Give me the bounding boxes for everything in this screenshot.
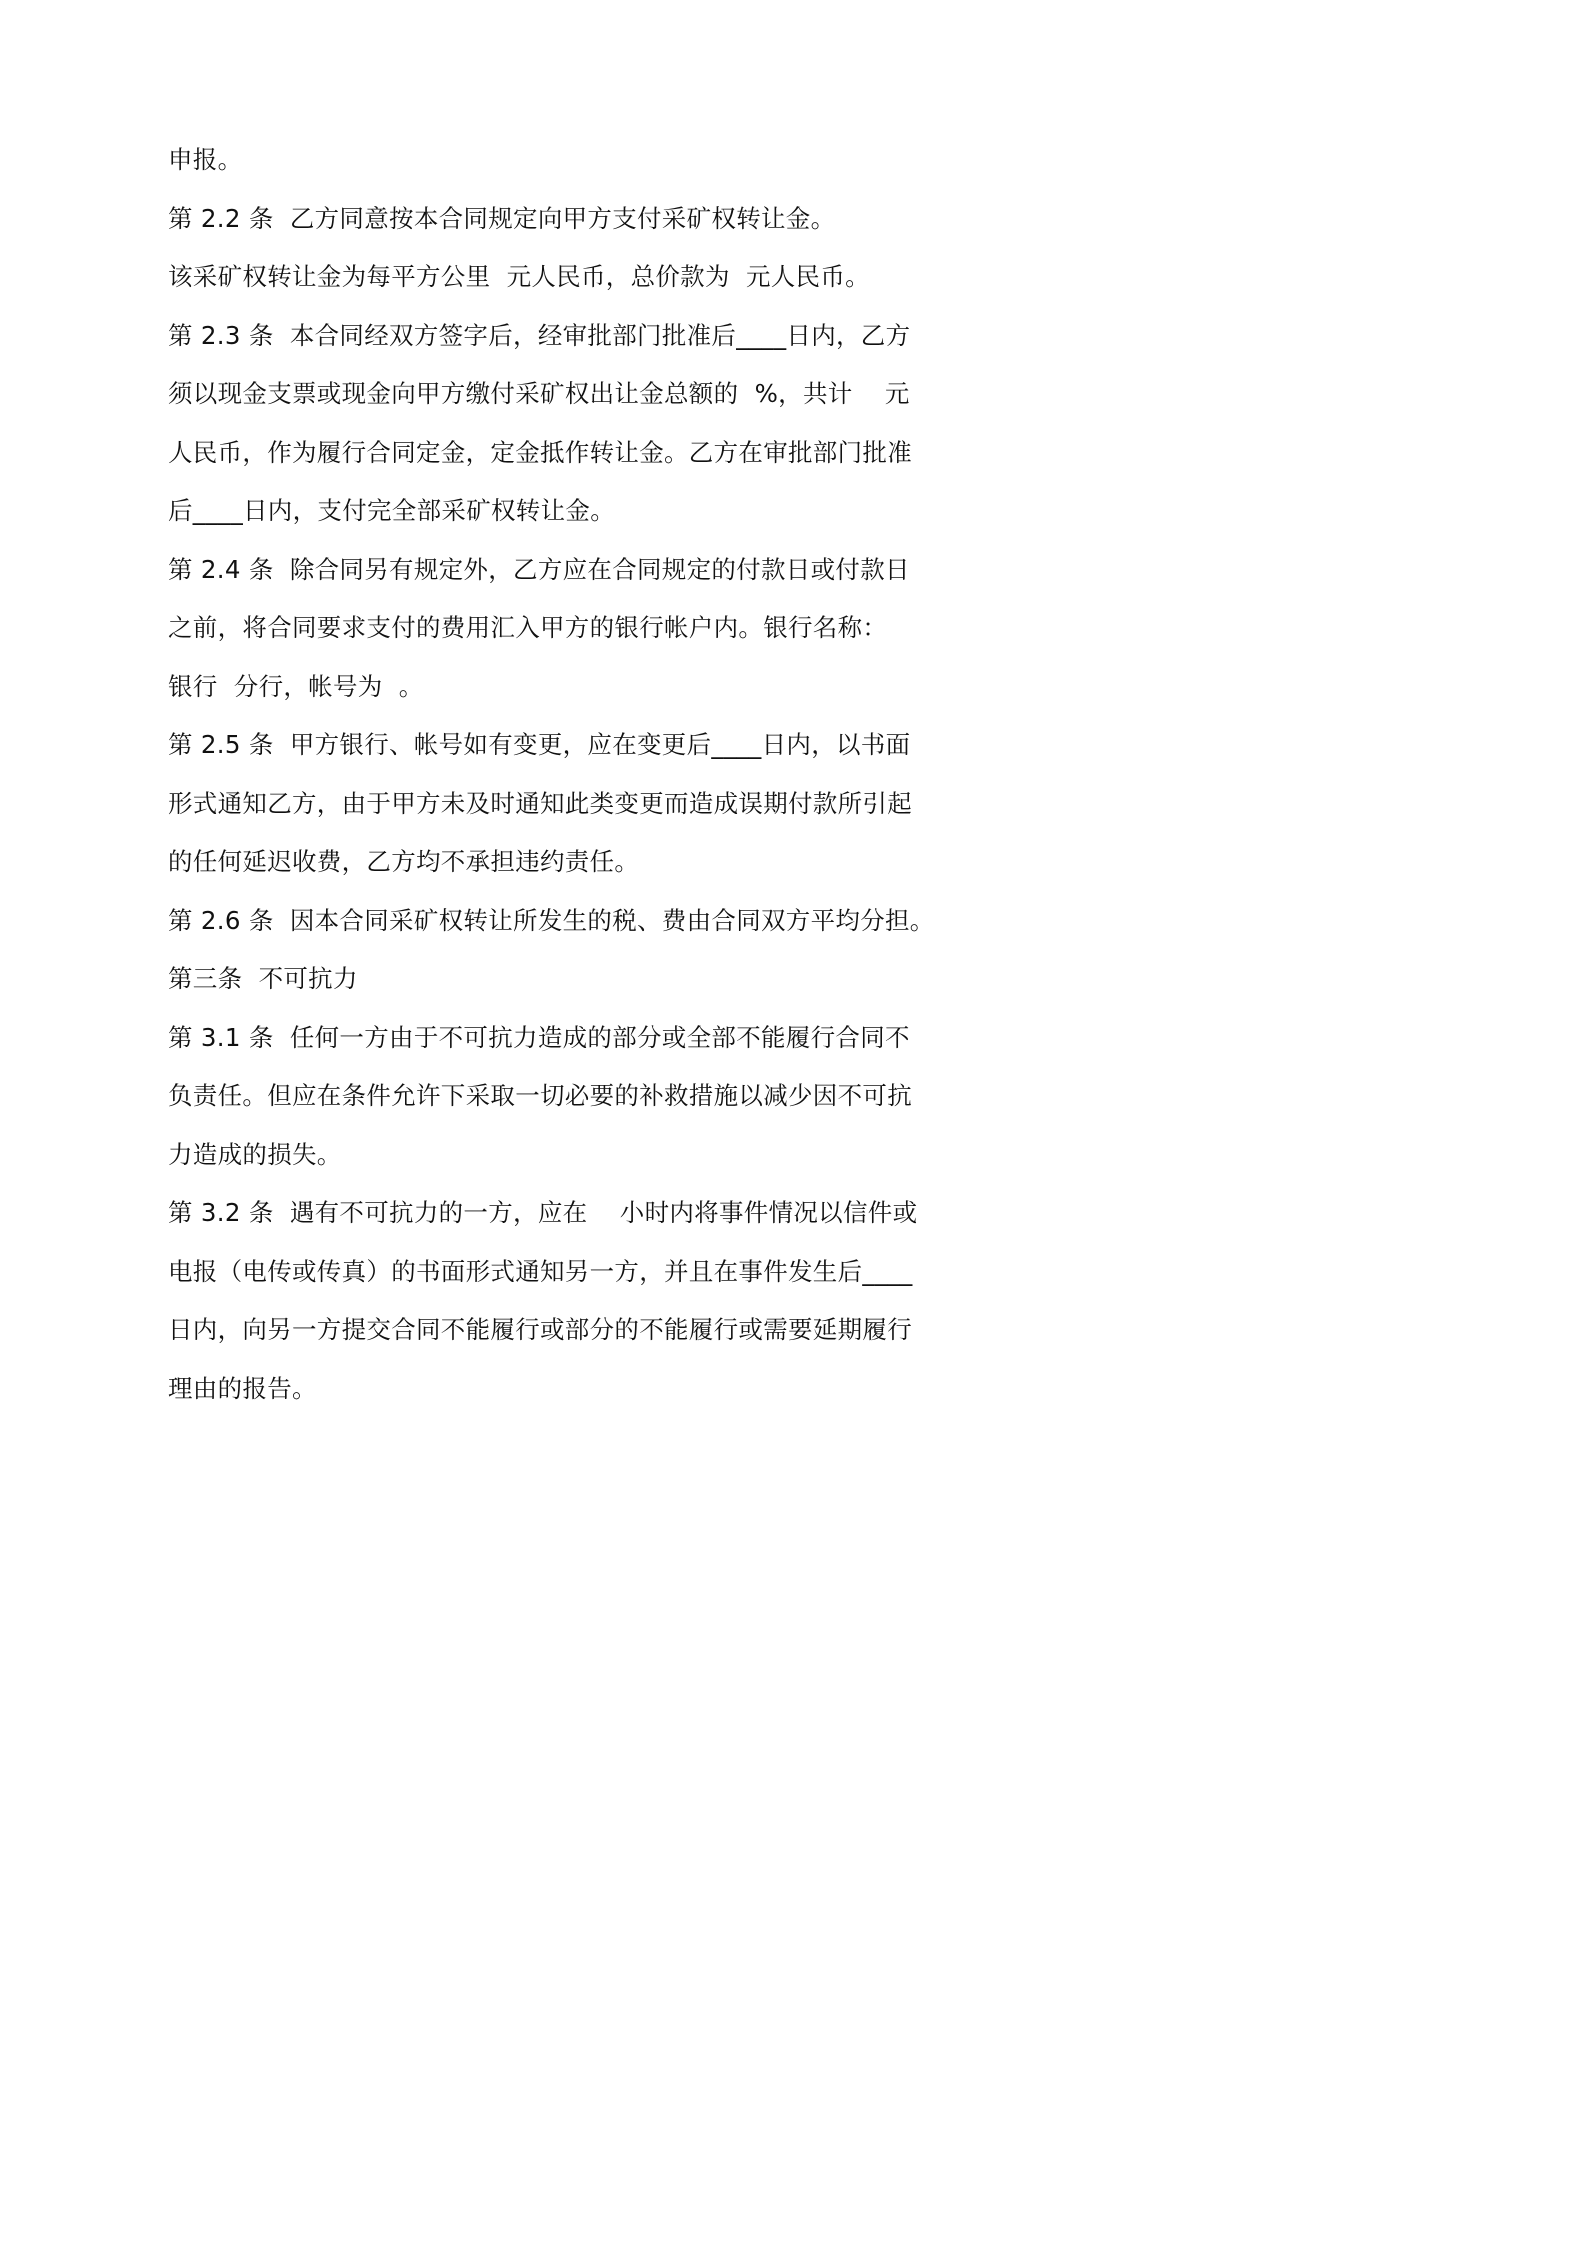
text-line: 第 3.1 条 任何一方由于不可抗力造成的部分或全部不能履行合同不 [168, 1022, 910, 1052]
text-line: 之前，将合同要求支付的费用汇入甲方的银行帐户内。银行名称： [168, 613, 888, 642]
text-line: 第 2.3 条 本合同经双方签字后，经审批部门批准后____日内，乙方 [168, 320, 911, 350]
text-line: 负责任。但应在条件允许下采取一切必要的补救措施以减少因不可抗 [168, 1081, 912, 1110]
text-line: 理由的报告。 [168, 1373, 317, 1403]
text-line: 申报。 [168, 145, 243, 174]
text-line: 后____日内，支付完全部采矿权转让金。 [168, 496, 615, 525]
text-line: 第 3.2 条 遇有不可抗力的一方，应在 小时内将事件情况以信件或 [168, 1198, 918, 1227]
text-line: 日内，向另一方提交合同不能履行或部分的不能履行或需要延期履行 [168, 1315, 912, 1344]
text-line: 第 2.6 条 因本合同采矿权转让所发生的税、费由合同双方平均分担。 [168, 905, 935, 935]
text-line: 电报（电传或传真）的书面形式通知另一方，并且在事件发生后____ [168, 1256, 913, 1286]
text-line: 须以现金支票或现金向甲方缴付采矿权出让金总额的 %，共计 元 [168, 379, 910, 408]
document-page [0, 0, 1104, 1558]
text-line: 第 2.2 条 乙方同意按本合同规定向甲方支付采矿权转让金。 [168, 203, 836, 233]
contract-text-body [168, 137, 968, 1424]
text-line: 该采矿权转让金为每平方公里 元人民币，总价款为 元人民币。 [168, 262, 870, 291]
section-heading: 第三条 不可抗力 [168, 964, 358, 993]
text-line: 第 2.4 条 除合同另有规定外，乙方应在合同规定的付款日或付款日 [168, 554, 910, 584]
text-line: 的任何延迟收费，乙方均不承担违约责任。 [168, 847, 640, 876]
text-line: 力造成的损失。 [168, 1139, 342, 1169]
text-line: 人民币，作为履行合同定金，定金抵作转让金。乙方在审批部门批准 [168, 437, 912, 467]
text-line: 银行 分行，帐号为 。 [168, 671, 424, 701]
text-line: 形式通知乙方，由于甲方未及时通知此类变更而造成误期付款所引起 [168, 788, 912, 818]
text-line: 第 2.5 条 甲方银行、帐号如有变更，应在变更后____日内，以书面 [168, 730, 911, 759]
